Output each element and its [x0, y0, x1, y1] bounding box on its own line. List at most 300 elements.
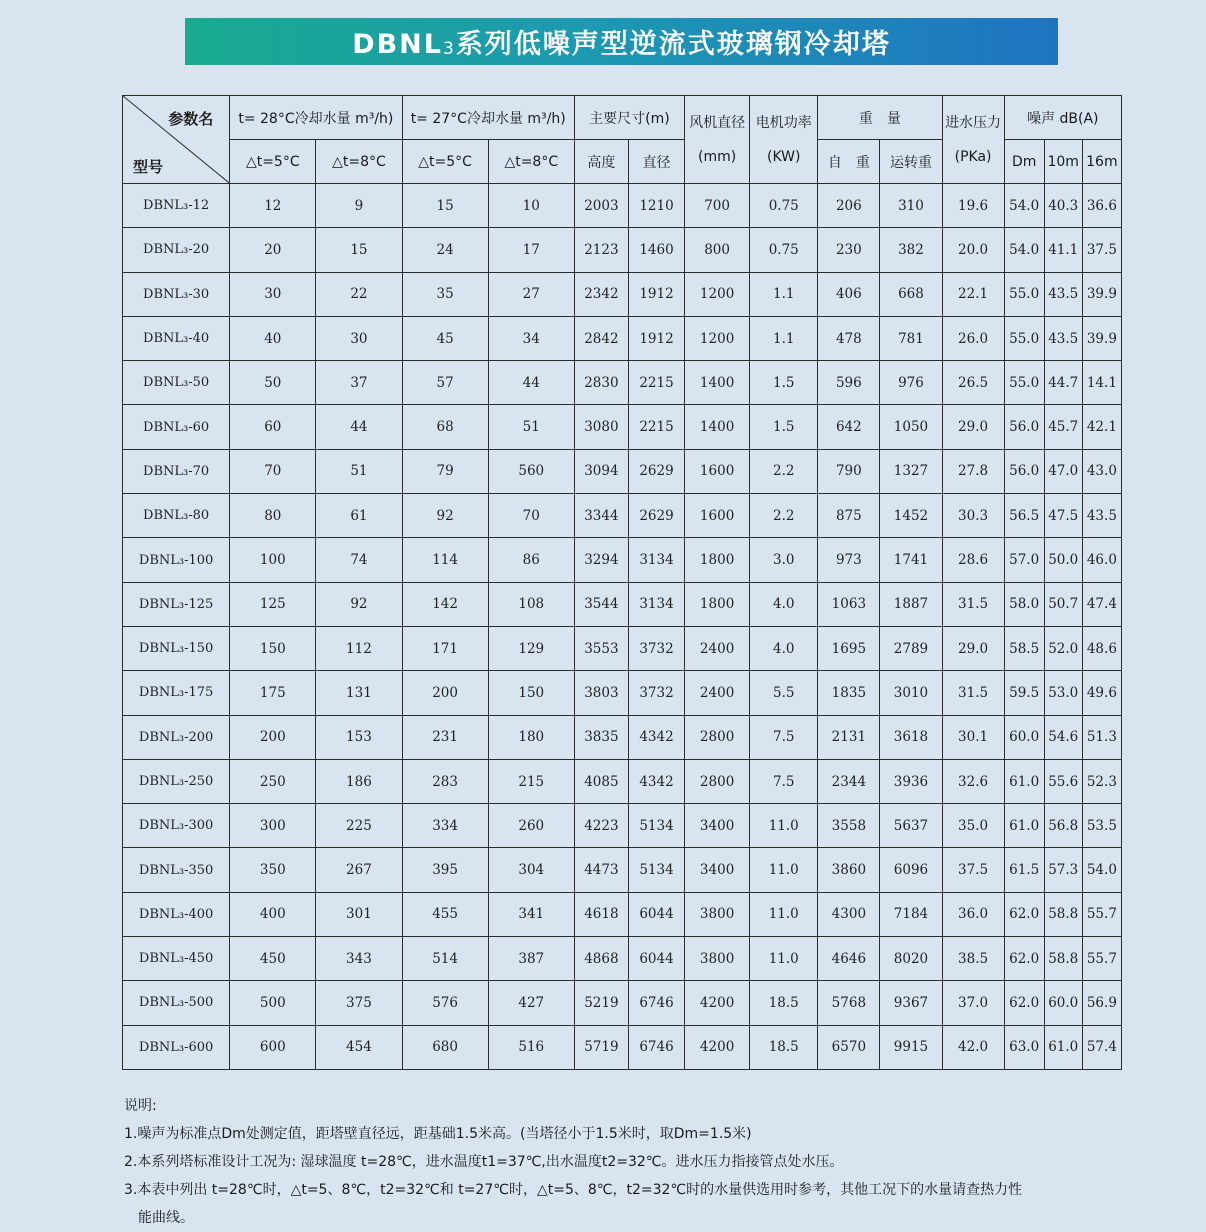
- table-cell: 180: [488, 715, 574, 759]
- table-cell: 1600: [685, 494, 750, 538]
- table-cell: 60.0: [1044, 981, 1082, 1025]
- table-cell: 1050: [880, 405, 942, 449]
- header-fan-diameter-unit: (mm): [698, 148, 737, 165]
- table-cell: 375: [316, 981, 402, 1025]
- model-cell: DBNL₃-600: [123, 1025, 230, 1069]
- table-cell: 1452: [880, 494, 942, 538]
- table-cell: 29.0: [942, 626, 1004, 670]
- table-cell: 20.0: [942, 228, 1004, 272]
- table-cell: 3010: [880, 671, 942, 715]
- note-3: 3.本表中列出 t=28℃时，△t=5、8℃，t2=32℃和 t=27℃时，△t=5、8℃，t2=32℃时的水量供选用时参考，其他工况下的水量请查热力性: [124, 1182, 1023, 1198]
- table-cell: 5134: [628, 848, 684, 892]
- header-inlet-pressure-label: 进水压力: [945, 114, 1002, 131]
- table-cell: 2003: [574, 184, 628, 228]
- table-cell: 32.6: [942, 759, 1004, 803]
- table-row: [123, 316, 1122, 360]
- model-cell: DBNL₃-30: [123, 272, 230, 316]
- table-cell: 43.0: [1082, 449, 1121, 493]
- page-title: [352, 22, 891, 61]
- table-cell: 150: [230, 626, 316, 670]
- table-cell: 1.5: [750, 361, 818, 405]
- table-cell: 186: [316, 759, 402, 803]
- table-cell: 129: [488, 626, 574, 670]
- table-cell: 47.5: [1044, 494, 1082, 538]
- note-1: 1.噪声为标准点Dm处测定值，距塔壁直径远，距基础1.5米高。(当塔径小于1.5米时，取Dm=1.5米): [124, 1126, 752, 1142]
- table-cell: 27.8: [942, 449, 1004, 493]
- spec-table-body: [123, 184, 1122, 1070]
- model-cell: DBNL₃-150: [123, 626, 230, 670]
- model-cell: DBNL₃-400: [123, 892, 230, 936]
- table-cell: 1912: [628, 272, 684, 316]
- table-cell: 62.0: [1004, 981, 1044, 1025]
- table-cell: 5637: [880, 804, 942, 848]
- table-cell: 171: [402, 626, 488, 670]
- table-cell: 30.3: [942, 494, 1004, 538]
- table-cell: 7.5: [750, 715, 818, 759]
- header-noise-16m: 16m: [1082, 140, 1121, 184]
- table-cell: 300: [230, 804, 316, 848]
- table-cell: 58.5: [1004, 626, 1044, 670]
- table-cell: 40: [230, 316, 316, 360]
- table-cell: 57: [402, 361, 488, 405]
- header-noise: 噪声 dB(A): [1004, 96, 1121, 140]
- table-cell: 2.2: [750, 494, 818, 538]
- table-cell: 642: [818, 405, 880, 449]
- table-cell: 2789: [880, 626, 942, 670]
- table-cell: 668: [880, 272, 942, 316]
- table-cell: 341: [488, 892, 574, 936]
- table-cell: 500: [230, 981, 316, 1025]
- table-cell: 4618: [574, 892, 628, 936]
- table-cell: 1063: [818, 582, 880, 626]
- table-cell: 62.0: [1004, 892, 1044, 936]
- table-cell: 4.0: [750, 626, 818, 670]
- table-row: [123, 361, 1122, 405]
- table-row: [123, 848, 1122, 892]
- table-cell: 175: [230, 671, 316, 715]
- table-cell: 34: [488, 316, 574, 360]
- table-cell: 2400: [685, 671, 750, 715]
- table-cell: 304: [488, 848, 574, 892]
- table-cell: 108: [488, 582, 574, 626]
- table-cell: 1.1: [750, 272, 818, 316]
- table-cell: 60: [230, 405, 316, 449]
- table-cell: 230: [818, 228, 880, 272]
- table-cell: 50: [230, 361, 316, 405]
- table-cell: 50.0: [1044, 538, 1082, 582]
- header-motor-power-unit: (KW): [767, 148, 801, 165]
- table-cell: 125: [230, 582, 316, 626]
- table-cell: 40.3: [1044, 184, 1082, 228]
- table-cell: 267: [316, 848, 402, 892]
- notes: [124, 1092, 1124, 1232]
- table-cell: 30: [230, 272, 316, 316]
- spec-table: [122, 95, 1122, 1070]
- table-cell: 31.5: [942, 582, 1004, 626]
- model-cell: DBNL₃-200: [123, 715, 230, 759]
- header-dt8-27: △t=8°C: [488, 140, 574, 184]
- table-cell: 79: [402, 449, 488, 493]
- header-inlet-pressure-unit: (PKa): [954, 148, 992, 165]
- table-cell: 44.7: [1044, 361, 1082, 405]
- table-cell: 2215: [628, 405, 684, 449]
- header-weight: 重 量: [818, 96, 942, 140]
- table-cell: 2342: [574, 272, 628, 316]
- table-cell: 61.5: [1004, 848, 1044, 892]
- table-cell: 1835: [818, 671, 880, 715]
- table-cell: 3732: [628, 671, 684, 715]
- table-cell: 973: [818, 538, 880, 582]
- table-cell: 3936: [880, 759, 942, 803]
- table-cell: 3732: [628, 626, 684, 670]
- table-cell: 4200: [685, 1025, 750, 1069]
- table-cell: 55.0: [1004, 361, 1044, 405]
- table-cell: 150: [488, 671, 574, 715]
- table-cell: 516: [488, 1025, 574, 1069]
- table-cell: 283: [402, 759, 488, 803]
- table-cell: 200: [230, 715, 316, 759]
- table-cell: 1.5: [750, 405, 818, 449]
- table-row: [123, 804, 1122, 848]
- table-cell: 4342: [628, 715, 684, 759]
- table-cell: 6746: [628, 1025, 684, 1069]
- table-cell: 68: [402, 405, 488, 449]
- table-cell: 49.6: [1082, 671, 1121, 715]
- table-cell: 36.6: [1082, 184, 1121, 228]
- table-cell: 455: [402, 892, 488, 936]
- table-cell: 43.5: [1082, 494, 1121, 538]
- table-cell: 7184: [880, 892, 942, 936]
- table-cell: 260: [488, 804, 574, 848]
- table-cell: 44: [488, 361, 574, 405]
- table-cell: 250: [230, 759, 316, 803]
- table-cell: 61: [316, 494, 402, 538]
- table-cell: 350: [230, 848, 316, 892]
- table-row: [123, 981, 1122, 1025]
- table-cell: 35: [402, 272, 488, 316]
- table-cell: 4085: [574, 759, 628, 803]
- table-cell: 2344: [818, 759, 880, 803]
- header-water-28: t= 28°C冷却水量 m³/h): [230, 96, 402, 140]
- table-cell: 1887: [880, 582, 942, 626]
- table-cell: 301: [316, 892, 402, 936]
- table-cell: 37.5: [942, 848, 1004, 892]
- table-cell: 310: [880, 184, 942, 228]
- table-cell: 478: [818, 316, 880, 360]
- table-cell: 5219: [574, 981, 628, 1025]
- title-main: DBNL: [352, 29, 443, 60]
- table-cell: 43.5: [1044, 272, 1082, 316]
- table-cell: 427: [488, 981, 574, 1025]
- table-row: [123, 1025, 1122, 1069]
- table-cell: 3618: [880, 715, 942, 759]
- table-cell: 4342: [628, 759, 684, 803]
- table-cell: 43.5: [1044, 316, 1082, 360]
- table-cell: 55.0: [1004, 272, 1044, 316]
- table-cell: 976: [880, 361, 942, 405]
- table-cell: 37.0: [942, 981, 1004, 1025]
- table-cell: 875: [818, 494, 880, 538]
- table-cell: 11.0: [750, 892, 818, 936]
- header-dt5-28: △t=5°C: [230, 140, 316, 184]
- model-cell: DBNL₃-450: [123, 937, 230, 981]
- table-cell: 18.5: [750, 981, 818, 1025]
- table-cell: 400: [230, 892, 316, 936]
- table-cell: 54.0: [1082, 848, 1121, 892]
- table-cell: 30: [316, 316, 402, 360]
- table-cell: 11.0: [750, 848, 818, 892]
- model-cell: DBNL₃-60: [123, 405, 230, 449]
- table-cell: 2400: [685, 626, 750, 670]
- table-cell: 45: [402, 316, 488, 360]
- table-cell: 51: [488, 405, 574, 449]
- table-cell: 4868: [574, 937, 628, 981]
- table-cell: 6096: [880, 848, 942, 892]
- table-cell: 5768: [818, 981, 880, 1025]
- table-cell: 48.6: [1082, 626, 1121, 670]
- table-cell: 4473: [574, 848, 628, 892]
- table-cell: 50.7: [1044, 582, 1082, 626]
- table-cell: 6044: [628, 937, 684, 981]
- table-cell: 54.0: [1004, 228, 1044, 272]
- table-row: [123, 494, 1122, 538]
- notes-label: 说明:: [124, 1098, 157, 1114]
- table-cell: 231: [402, 715, 488, 759]
- table-cell: 680: [402, 1025, 488, 1069]
- table-cell: 3134: [628, 538, 684, 582]
- table-cell: 514: [402, 937, 488, 981]
- table-cell: 18.5: [750, 1025, 818, 1069]
- table-cell: 3800: [685, 892, 750, 936]
- table-cell: 454: [316, 1025, 402, 1069]
- table-cell: 42.1: [1082, 405, 1121, 449]
- table-cell: 30.1: [942, 715, 1004, 759]
- table-cell: 29.0: [942, 405, 1004, 449]
- header-running-weight: 运转重: [880, 140, 942, 184]
- table-cell: 63.0: [1004, 1025, 1044, 1069]
- table-cell: 9: [316, 184, 402, 228]
- table-cell: 6570: [818, 1025, 880, 1069]
- table-cell: 57.4: [1082, 1025, 1121, 1069]
- table-cell: 11.0: [750, 804, 818, 848]
- table-cell: 1600: [685, 449, 750, 493]
- model-cell: DBNL₃-40: [123, 316, 230, 360]
- table-row: [123, 759, 1122, 803]
- table-cell: 2215: [628, 361, 684, 405]
- table-cell: 28.6: [942, 538, 1004, 582]
- table-cell: 38.5: [942, 937, 1004, 981]
- table-cell: 53.0: [1044, 671, 1082, 715]
- table-cell: 45.7: [1044, 405, 1082, 449]
- table-cell: 37.5: [1082, 228, 1121, 272]
- table-row: [123, 626, 1122, 670]
- table-cell: 26.5: [942, 361, 1004, 405]
- table-cell: 3134: [628, 582, 684, 626]
- table-cell: 790: [818, 449, 880, 493]
- table-cell: 2800: [685, 715, 750, 759]
- table-cell: 26.0: [942, 316, 1004, 360]
- table-cell: 35.0: [942, 804, 1004, 848]
- table-cell: 0.75: [750, 228, 818, 272]
- table-cell: 560: [488, 449, 574, 493]
- table-cell: 382: [880, 228, 942, 272]
- table-cell: 1327: [880, 449, 942, 493]
- table-cell: 2123: [574, 228, 628, 272]
- table-cell: 51: [316, 449, 402, 493]
- table-cell: 19.6: [942, 184, 1004, 228]
- table-row: [123, 715, 1122, 759]
- table-cell: 17: [488, 228, 574, 272]
- table-cell: 114: [402, 538, 488, 582]
- table-cell: 3.0: [750, 538, 818, 582]
- table-cell: 2830: [574, 361, 628, 405]
- table-cell: 51.3: [1082, 715, 1121, 759]
- table-cell: 1400: [685, 361, 750, 405]
- header-dimensions: 主要尺寸(m): [574, 96, 684, 140]
- table-cell: 3544: [574, 582, 628, 626]
- header-motor-power: [750, 96, 818, 184]
- table-cell: 5719: [574, 1025, 628, 1069]
- table-row: [123, 272, 1122, 316]
- table-cell: 15: [402, 184, 488, 228]
- table-cell: 22: [316, 272, 402, 316]
- header-dt8-28: △t=8°C: [316, 140, 402, 184]
- table-cell: 100: [230, 538, 316, 582]
- table-cell: 2.2: [750, 449, 818, 493]
- table-cell: 53.5: [1082, 804, 1121, 848]
- table-cell: 70: [230, 449, 316, 493]
- table-row: [123, 228, 1122, 272]
- table-cell: 1.1: [750, 316, 818, 360]
- table-cell: 334: [402, 804, 488, 848]
- model-cell: DBNL₃-20: [123, 228, 230, 272]
- table-cell: 395: [402, 848, 488, 892]
- table-cell: 700: [685, 184, 750, 228]
- table-cell: 56.9: [1082, 981, 1121, 1025]
- table-row: [123, 449, 1122, 493]
- table-row: [123, 671, 1122, 715]
- header-self-weight: 自 重: [818, 140, 880, 184]
- table-cell: 37: [316, 361, 402, 405]
- table-cell: 44: [316, 405, 402, 449]
- table-cell: 74: [316, 538, 402, 582]
- header-dt5-27: △t=5°C: [402, 140, 488, 184]
- table-cell: 112: [316, 626, 402, 670]
- table-cell: 3553: [574, 626, 628, 670]
- table-cell: 10: [488, 184, 574, 228]
- table-cell: 15: [316, 228, 402, 272]
- table-cell: 55.7: [1082, 937, 1121, 981]
- table-cell: 2629: [628, 494, 684, 538]
- table-cell: 24: [402, 228, 488, 272]
- table-cell: 27: [488, 272, 574, 316]
- table-cell: 55.7: [1082, 892, 1121, 936]
- title-subscript: 3: [442, 39, 456, 59]
- model-cell: DBNL₃-350: [123, 848, 230, 892]
- table-cell: 5.5: [750, 671, 818, 715]
- table-row: [123, 538, 1122, 582]
- table-cell: 2842: [574, 316, 628, 360]
- model-cell: DBNL₃-80: [123, 494, 230, 538]
- table-cell: 153: [316, 715, 402, 759]
- table-cell: 3080: [574, 405, 628, 449]
- table-cell: 54.0: [1004, 184, 1044, 228]
- table-cell: 1400: [685, 405, 750, 449]
- header-noise-10m: 10m: [1044, 140, 1082, 184]
- table-cell: 781: [880, 316, 942, 360]
- table-cell: 1210: [628, 184, 684, 228]
- table-cell: 9915: [880, 1025, 942, 1069]
- model-cell: DBNL₃-250: [123, 759, 230, 803]
- header-motor-power-label: 电机功率: [755, 114, 812, 131]
- header-fan-diameter-label: 风机直径: [689, 114, 746, 131]
- model-cell: DBNL₃-100: [123, 538, 230, 582]
- table-cell: 387: [488, 937, 574, 981]
- table-cell: 55.6: [1044, 759, 1082, 803]
- table-cell: 47.0: [1044, 449, 1082, 493]
- table-row: [123, 937, 1122, 981]
- table-cell: 80: [230, 494, 316, 538]
- table-cell: 56.8: [1044, 804, 1082, 848]
- header-diagonal-cell: [123, 96, 230, 184]
- table-cell: 1200: [685, 272, 750, 316]
- table-cell: 61.0: [1044, 1025, 1082, 1069]
- header-height: 高度: [574, 140, 628, 184]
- table-cell: 1912: [628, 316, 684, 360]
- table-cell: 39.9: [1082, 272, 1121, 316]
- table-cell: 47.4: [1082, 582, 1121, 626]
- table-cell: 4.0: [750, 582, 818, 626]
- table-cell: 41.1: [1044, 228, 1082, 272]
- table-cell: 343: [316, 937, 402, 981]
- table-row: [123, 582, 1122, 626]
- table-cell: 52.0: [1044, 626, 1082, 670]
- table-cell: 3860: [818, 848, 880, 892]
- table-cell: 1741: [880, 538, 942, 582]
- model-cell: DBNL₃-50: [123, 361, 230, 405]
- title-rest: 系列低噪声型逆流式玻璃钢冷却塔: [455, 29, 891, 60]
- model-cell: DBNL₃-70: [123, 449, 230, 493]
- table-cell: 1460: [628, 228, 684, 272]
- table-cell: 206: [818, 184, 880, 228]
- table-cell: 22.1: [942, 272, 1004, 316]
- table-cell: 3400: [685, 804, 750, 848]
- table-cell: 61.0: [1004, 759, 1044, 803]
- table-cell: 2131: [818, 715, 880, 759]
- table-cell: 6044: [628, 892, 684, 936]
- header-diameter: 直径: [628, 140, 684, 184]
- table-cell: 59.5: [1004, 671, 1044, 715]
- table-cell: 92: [316, 582, 402, 626]
- table-cell: 62.0: [1004, 937, 1044, 981]
- table-cell: 86: [488, 538, 574, 582]
- note-3-continued: 能曲线。: [138, 1210, 194, 1226]
- table-cell: 4223: [574, 804, 628, 848]
- table-cell: 3558: [818, 804, 880, 848]
- header-param-name: 参数名: [168, 110, 214, 128]
- model-cell: DBNL₃-125: [123, 582, 230, 626]
- note-2: 2.本系列塔标准设计工况为: 湿球温度 t=28℃，进水温度t1=37℃,出水温度t2=32℃。进水压力指接管点处水压。: [124, 1154, 844, 1170]
- table-cell: 12: [230, 184, 316, 228]
- table-cell: 20: [230, 228, 316, 272]
- table-cell: 131: [316, 671, 402, 715]
- table-cell: 52.3: [1082, 759, 1121, 803]
- table-cell: 57.3: [1044, 848, 1082, 892]
- table-row: [123, 892, 1122, 936]
- header-inlet-pressure: [942, 96, 1004, 184]
- table-cell: 7.5: [750, 759, 818, 803]
- table-cell: 596: [818, 361, 880, 405]
